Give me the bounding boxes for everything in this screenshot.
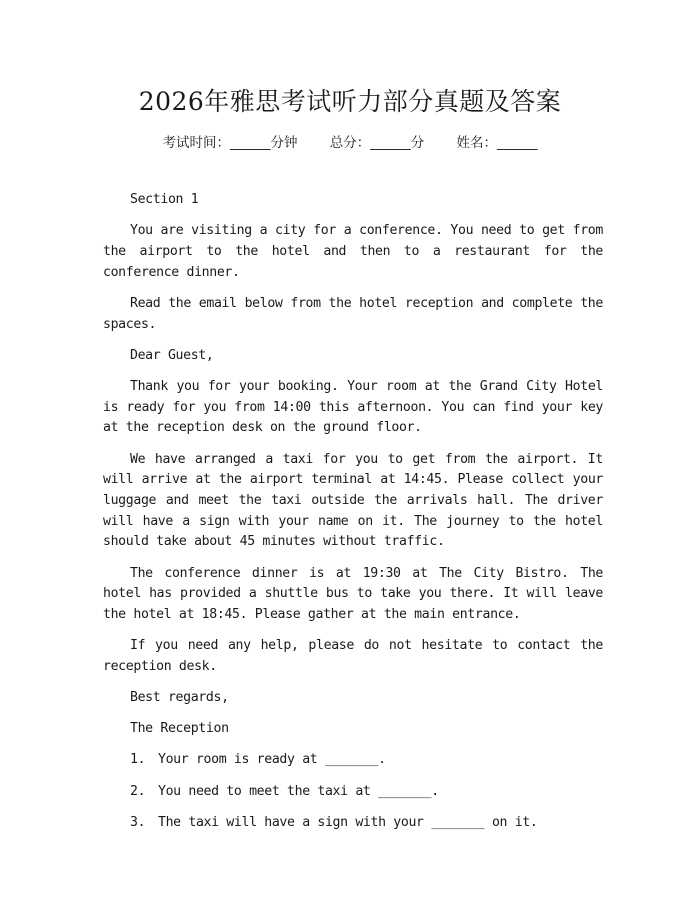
question-number: 3. xyxy=(130,814,146,830)
question-number: 1. xyxy=(130,752,146,768)
email-paragraph: If you need any help, please do not hesitate to contact the reception desk. xyxy=(103,638,603,674)
email-signature: The Reception xyxy=(130,721,229,737)
total-score-field: 总分：______分 xyxy=(329,135,425,151)
instruction-paragraph: Read the email below from the hotel reception and complete the spaces. xyxy=(103,295,603,332)
email-signoff: Best regards, xyxy=(130,690,229,706)
question-item xyxy=(103,782,603,803)
question-text: You need to meet the taxi at _______. xyxy=(158,783,439,799)
section-heading: Section 1 xyxy=(130,192,199,207)
intro-paragraph: You are visiting a city for a conference. You need to get from the airport to the hotel and then to a restaurant for the conference dinner. xyxy=(103,223,603,280)
name-field: 姓名：______ xyxy=(456,135,538,151)
email-paragraph: The conference dinner is at 19:30 at The City Bistro. The hotel has provided a shuttle bus to take you there. It will leave the hotel at 18:45. Please gather at the main entrance. xyxy=(103,565,603,622)
email-greeting: Dear Guest, xyxy=(130,347,214,363)
question-text: The taxi will have a sign with your _______ on it. xyxy=(158,814,538,830)
question-item xyxy=(103,750,603,771)
document-body xyxy=(103,190,603,844)
question-text: Your room is ready at _______. xyxy=(158,752,386,768)
exam-time-field: 考试时间：______分钟 xyxy=(162,135,298,151)
page-title: 2026年雅思考试听力部分真题及答案 xyxy=(138,87,562,116)
email-paragraph: Thank you for your booking. Your room at the Grand City Hotel is ready for you from 14:00 this afternoon. You can find your key at the reception desk on the ground floor. xyxy=(103,378,603,436)
question-number: 2. xyxy=(130,783,146,799)
question-item xyxy=(103,813,603,834)
exam-info-line xyxy=(0,131,700,151)
email-paragraph: We have arranged a taxi for you to get from the airport. It will arrive at the airport terminal at 14:45. Please collect your luggage and meet the taxi outside the arrivals hall. The driver will have a sign with your name on it. The journey to the hotel should take about 45 minutes without traffic. xyxy=(103,451,603,550)
